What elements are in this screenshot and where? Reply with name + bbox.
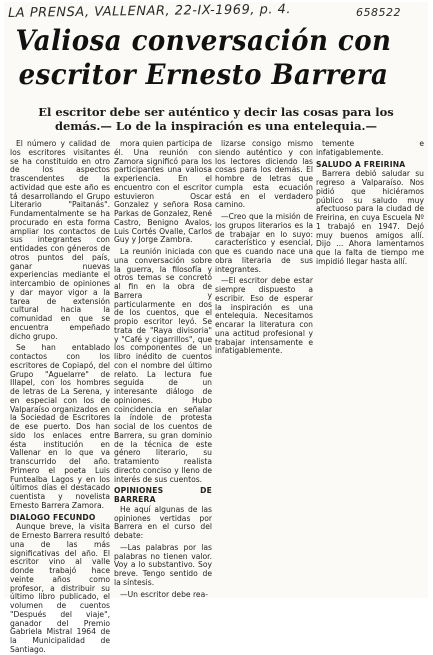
- article-column-2: [114, 139, 212, 599]
- section-heading-saludo-a-freirina: SALUDO A FREIRINA: [316, 159, 406, 169]
- paragraph: Barrera debió saludar su regreso a Valparaíso. Nos pidió que hiciéramos público su saludo muy afectuoso para la ciudad de Freirina, en cuya Escuela Nº 1 trabajó en 1947. Dejó muy buenos amigos allí. Dijo ... Ahora lamentamos que la falta de tiempo me impidió llegar hasta allí.: [316, 169, 424, 266]
- headline-line-1: Valiosa conversación con: [15, 24, 392, 57]
- paragraph: Se han entablado contactos con los escritores de Copiapó, del Grupo "Aguelarre" de Illapel, con los hombres de letras de La Serena, y en especial con los de Valparaíso organizados en la Sociedad de Escritores de ese puerto. Dos han sido los enlaces entre ésta institución en Vallenar en lo que va transcurrido del año. Primero el poeta Luis Funtealba Lagos y en los últimos días el destacado cuentista y novelista Ernesto Barrera Zamora.: [10, 343, 110, 510]
- paragraph: La reunión iniciada con una conversación sobre la guerra, la filosofía y otros temas se concretó al fin en la obra de Barrera y particularmente en dos de los cuentos, que el propio escritor leyó. Se trata de "Raya divisoria" y "Café y cigarrillos", que los componentes de un libro inédito de cuentos con el nombre del último relato. La lectura fue seguida de un interesante diálogo de opiniones. Hubo coincidencia en señalar la índole de protesta social de los cuentos de Barrera, su gran dominio de la técnica de este género literario, su tratamiento realista directo conciso y lleno de interés de sus cuentos.: [114, 247, 212, 484]
- paragraph: mora quien participa de él. Una reunión con Zamora significó para los participantes una valiosa experiencia. En el encuentro con el escritor estuvieron Oscar Gonzalez y señora Rosa Parkas de Gonzalez, René Castro, Benigno Avalos, Luis Cortés Ovalle, Carlos Guy y Jorge Zambra.: [114, 139, 212, 245]
- paragraph: He aquí algunas de las opiniones vertidas por Barrera en el curso del debate:: [114, 504, 212, 540]
- paragraph: —Creo que la misión de los grupos literarios es la de trabajar en lo suyo: característico y esencial, que es cuando nace una obra literaria de sus integrantes.: [215, 212, 313, 274]
- headline-line-2: escritor Ernesto Barrera: [18, 58, 389, 91]
- paragraph: Aunque breve, la visita de Ernesto Barrera resultó una de las más significativas del año. El escritor vino al valle donde trabajó hace veinte años como profesor, a distribuir su último libro publicado, el volumen de cuentos "Después del viaje", ganador del Premio Gabriela Mistral 1964 de la Municipalidad de Santiago.: [10, 522, 110, 654]
- article-column-3: [215, 139, 313, 356]
- paragraph: El número y calidad de los escritores visitantes se ha constituido en otro de los aspectos trascendentes de la actividad que este año es tá desarrollando el Grupo Literario "Paitanás". Fundamentalmente se ha procurado en esta forma ampliar los contactos de sus integrantes con entidades con géneros de otros puntos del país, ganar nuevas experiencias mediante el intercambio de opiniones y dar mayor vigor a la tarea de extensión cultural hacia la comunidad en que se encuentra empeñado dicho grupo.: [10, 139, 110, 341]
- newspaper-clipping: [4, 2, 428, 654]
- section-heading-opiniones-de-barrera: OPINIONES DE BARRERA: [114, 486, 212, 504]
- paragraph: temente e infatigablemente.: [316, 139, 424, 157]
- section-heading-dialogo-fecundo: DIALOGO FECUNDO: [10, 512, 96, 522]
- subheadline: El escritor debe ser auténtico y decir las cosas para los demás.— Lo de la inspiración es una entelequia.—: [38, 105, 394, 133]
- article-column-1: [10, 139, 110, 654]
- article-column-4: [316, 140, 424, 340]
- handwritten-source-note: LA PRENSA, VALLENAR, 22-IX-1969, p. 4.: [7, 2, 292, 21]
- paragraph: —El escritor debe estar siempre dispuesto a escribir. Eso de esperar la inspiración es una entelequia. Necesitamos encarar la literatura con una actitud profesional y trabajar intensamente e infatigablemente.: [215, 276, 313, 356]
- paragraph: —Un escritor debe rea-: [120, 589, 208, 599]
- paragraph: —Las palabras por las palabras no tienen valor. Voy a lo substantivo. Soy breve. Tengo sentido de la síntesis.: [114, 542, 212, 587]
- handwritten-catalog-number: 658522: [356, 6, 401, 19]
- paragraph: lizarse consigo mismo siendo auténtico y con los lectores diciendo las cosas para los demás. El hombre de letras que cumpla esta ecuación está en el verdadero camino.: [215, 139, 313, 210]
